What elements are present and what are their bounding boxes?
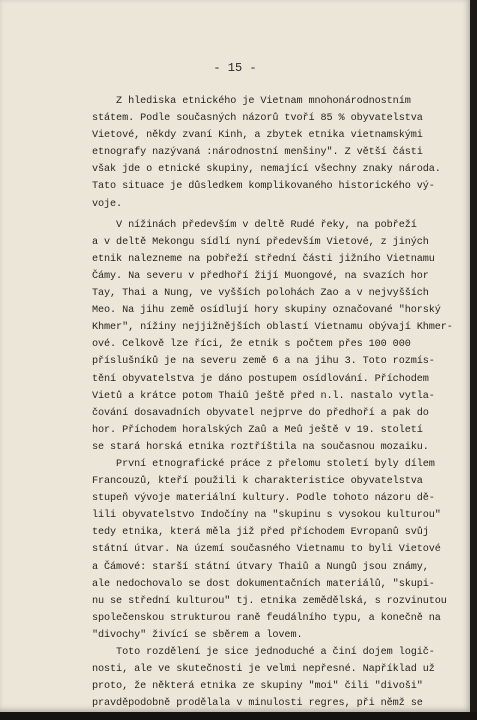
paragraph bbox=[92, 456, 464, 644]
text-line: se stará horská etnika roztříštila na současnou mozaiku. bbox=[92, 441, 429, 453]
body-text bbox=[92, 93, 464, 712]
text-line: Tay, Thai a Nung, ve vyšších polohách Zao a v nejvyšších bbox=[92, 288, 429, 300]
text-line: Čámy. Na severu v předhoří žijí Muongové, na svazích hor bbox=[92, 270, 429, 282]
paragraph bbox=[92, 217, 464, 456]
text-line: lili obyvatelstvo Indočíny na "skupinu s vysokou kulturou" bbox=[92, 510, 441, 522]
text-line: Vietů a krátce potom Thaiů ještě před n.l. nastalo vytla- bbox=[92, 390, 435, 402]
text-line: ové. Celkově lze říci, že etnik s počtem přes 100 000 bbox=[92, 339, 411, 351]
text-line: státem. Podle současných názorů tvoří 85 % obyvatelstva bbox=[92, 113, 423, 125]
text-line: proto, že některá etnika ze skupiny "moi" čili "divoši" bbox=[92, 681, 423, 693]
text-line: Vietové, někdy zvaní Kinh, a zbytek etnika vietnamskými bbox=[92, 130, 423, 142]
text-line: nu se střední kulturou" tj. etnika zemědělská, s rozvinutou bbox=[92, 595, 447, 607]
text-line: státní útvar. Na území současného Vietnamu to byli Vietové bbox=[92, 544, 441, 556]
text-line: Toto rozdělení je sice jednoduché a činí dojem logič- bbox=[92, 647, 435, 658]
text-line: Khmer", nížiny nejjižnějších oblastí Vietnamu obývají Khmer- bbox=[92, 322, 453, 334]
text-line: ale nedochovalo se dost dokumentačních materiálů, "skupi- bbox=[92, 578, 435, 590]
text-line: a v deltě Mekongu sídlí nyní především Vietové, z jiných bbox=[92, 236, 429, 248]
text-line: pravděpodobně prodělala v minulosti regres, při němž se bbox=[92, 698, 423, 710]
page-number: - 15 - bbox=[213, 61, 257, 75]
text-line: však jde o etnické skupiny, nemající všechny znaky národa. bbox=[92, 164, 441, 176]
paragraph bbox=[92, 644, 464, 712]
text-line: tění obyvatelstva je dáno postupem osídlování. Příchodem bbox=[92, 373, 429, 385]
text-line: stupeň vývoje materiální kultury. Podle tohoto názoru dě- bbox=[92, 493, 435, 505]
text-line: společenskou strukturou raně feudálního typu, a konečně na bbox=[92, 612, 441, 624]
paragraph bbox=[92, 93, 464, 213]
text-line: příslušníků je na severu země 6 a na jihu 3. Toto rozmís- bbox=[92, 356, 435, 368]
text-line: Meo. Na jihu země osídlují hory skupiny označované "horský bbox=[92, 305, 441, 317]
page-edge-shadow bbox=[0, 712, 477, 720]
text-line: čování dosavadních obyvatel nejprve do předhoří a pak do bbox=[92, 407, 429, 419]
text-line: nosti, ale ve skutečnosti je velmi nepřesné. Například už bbox=[92, 664, 435, 676]
text-line: Z hlediska etnického je Vietnam mnohonárodnostním bbox=[92, 96, 411, 107]
text-line: tedy etnika, která měla již před příchodem Evropanů svůj bbox=[92, 527, 429, 539]
text-line: hor. Příchodem horalských Zaů a Meů ještě v 19. století bbox=[92, 424, 423, 436]
text-line: a Čámové: starší státní útvary Thaiů a Nungů jsou známy, bbox=[92, 561, 429, 573]
text-line: "divochy" živící se sběrem a lovem. bbox=[92, 629, 303, 641]
text-line: voje. bbox=[92, 198, 123, 210]
text-line: Francouzů, kteří použili k charakteristice obyvatelstva bbox=[92, 476, 423, 488]
text-line: Tato situace je důsledkem komplikovaného historického vý- bbox=[92, 181, 435, 193]
text-line: etnografy nazývaná :národnostní menšiny". Z větší části bbox=[92, 147, 423, 159]
text-line: První etnografické práce z přelomu století byly dílem bbox=[92, 458, 435, 470]
text-line: V nížinách především v deltě Rudé řeky, na pobřeží bbox=[92, 219, 417, 231]
text-line: etnik nalezneme na pobřeží střední části jižního Vietnamu bbox=[92, 253, 435, 265]
